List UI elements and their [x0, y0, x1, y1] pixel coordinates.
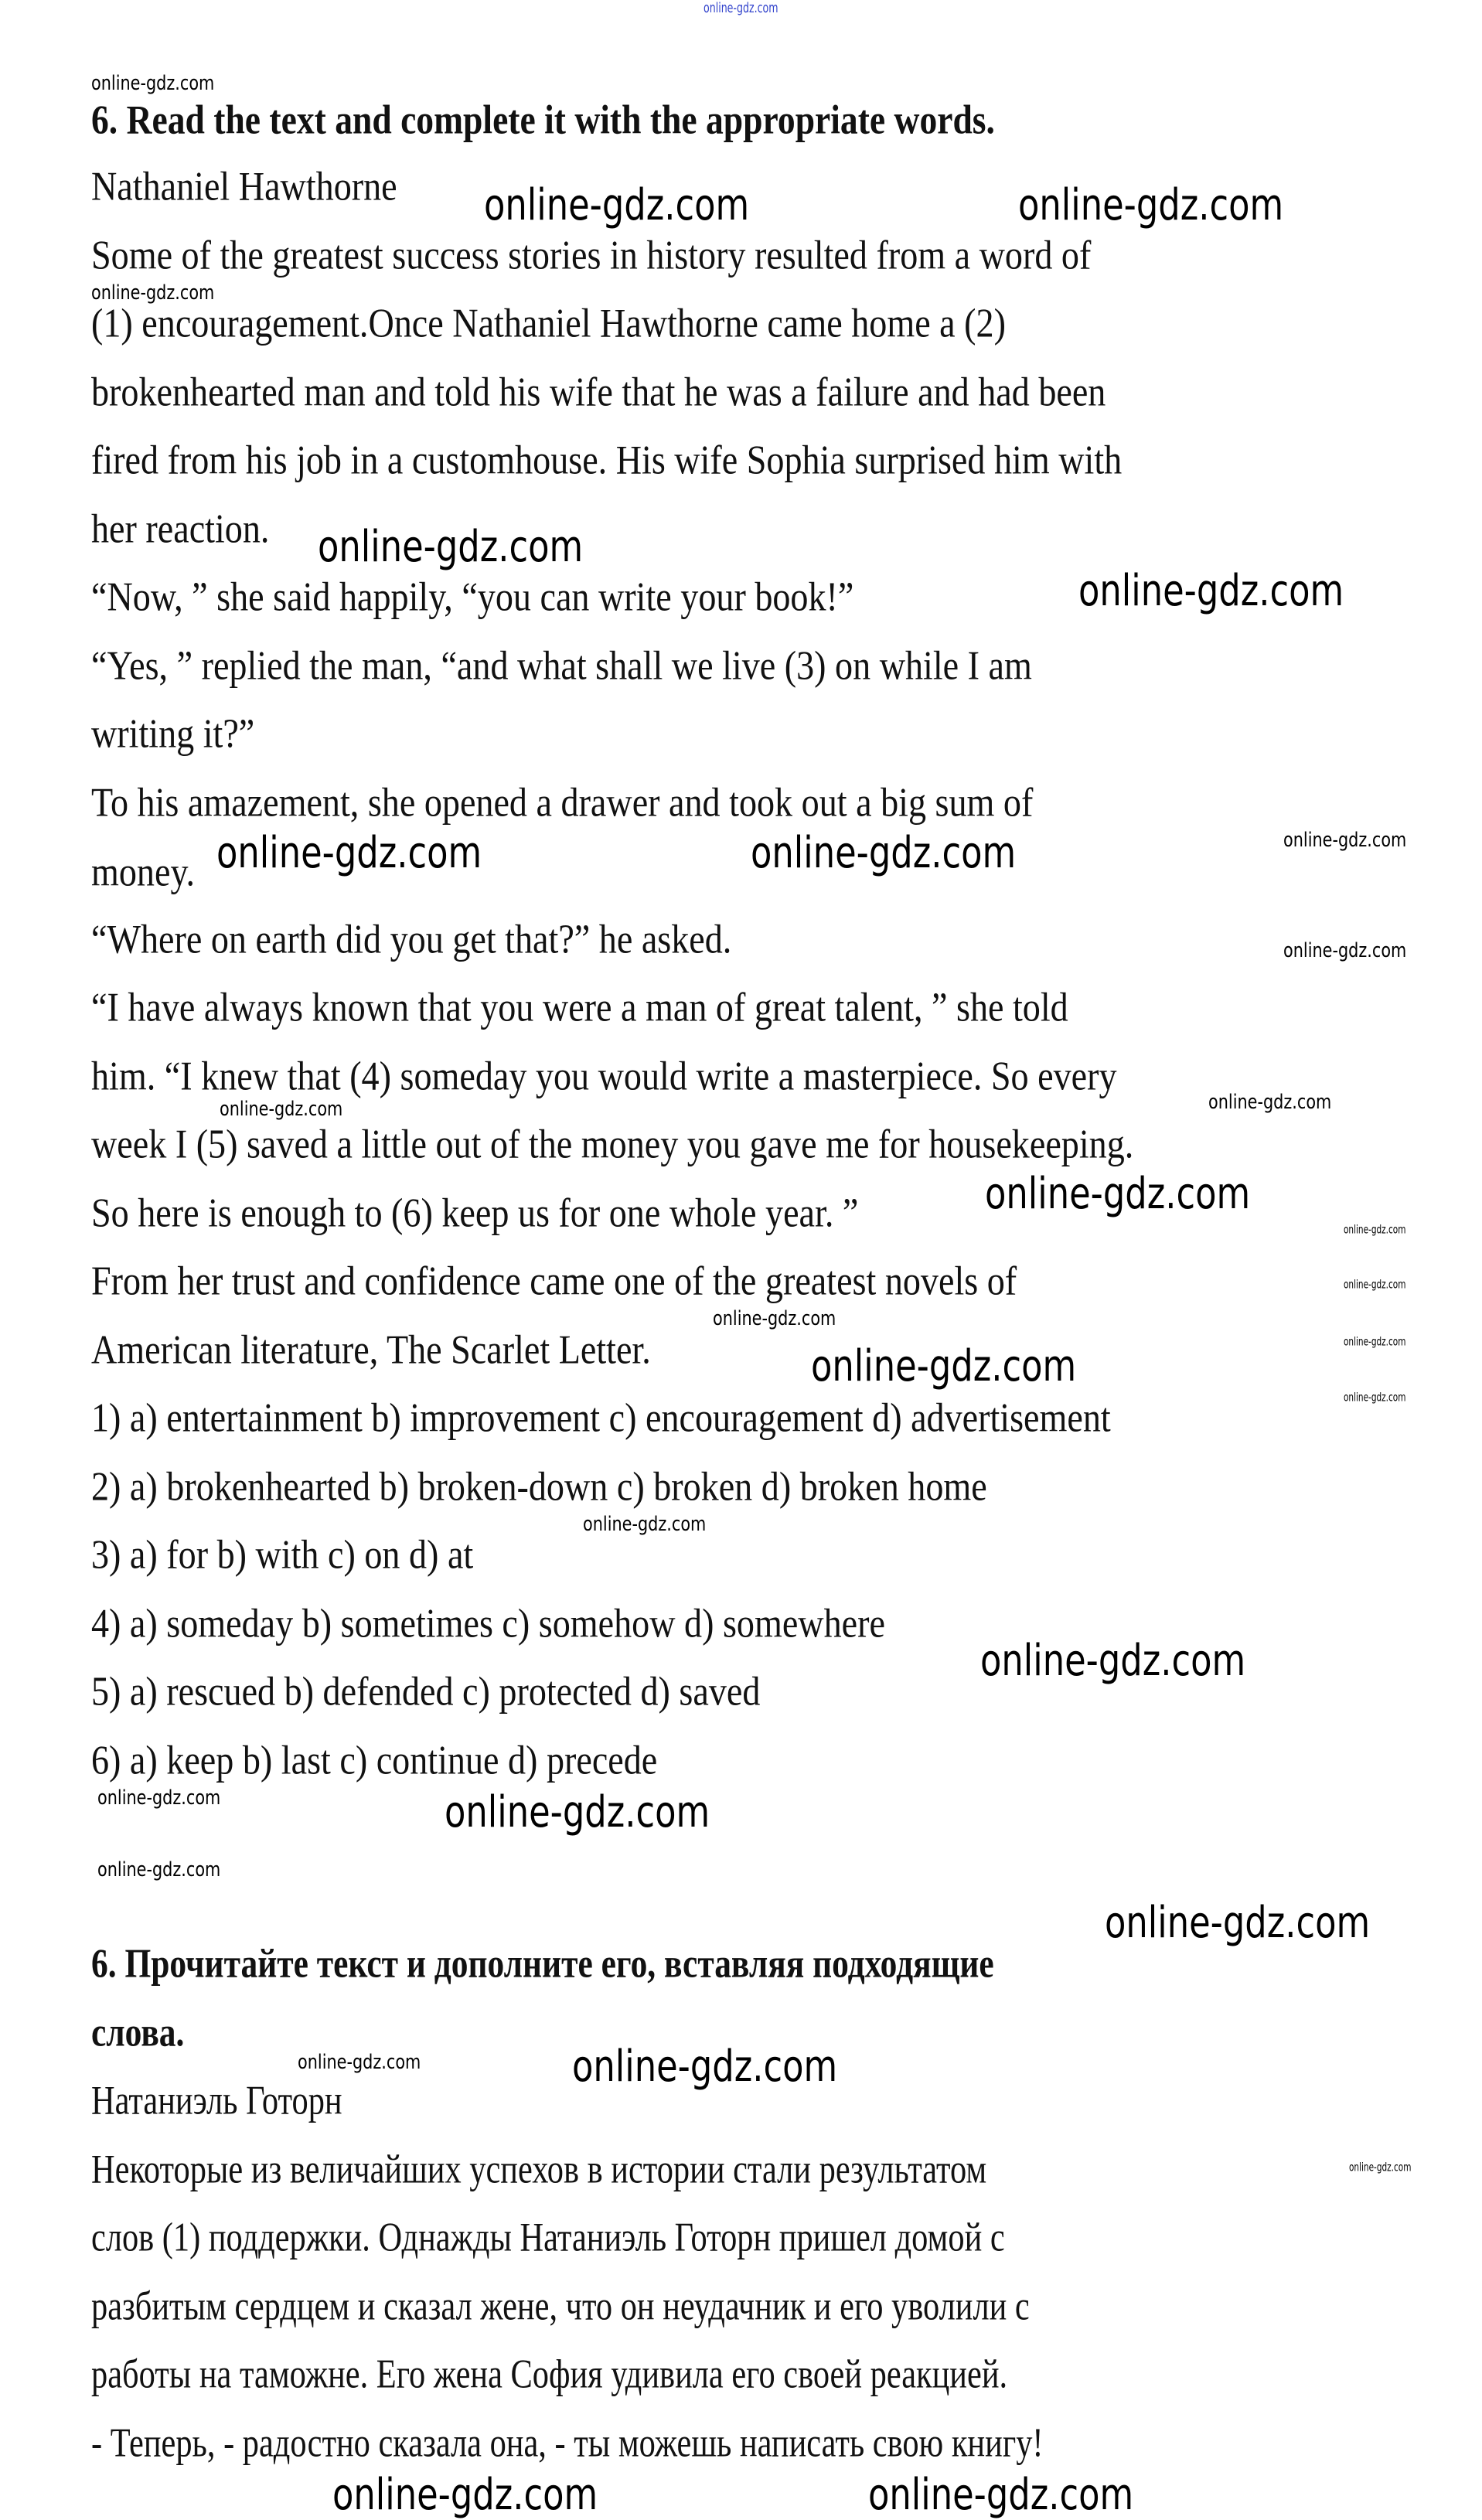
watermark: online-gdz.com	[1283, 829, 1407, 852]
watermark: online-gdz.com	[1208, 1091, 1332, 1114]
watermark: online-gdz.com	[751, 828, 1017, 878]
watermark: online-gdz.com	[704, 0, 778, 16]
text-line: To his amazement, she opened a drawer and took out a big sum of	[91, 780, 1034, 826]
watermark: online-gdz.com	[220, 1098, 343, 1121]
answer-options: 5) a) rescued b) defended c) protected d) saved	[91, 1669, 761, 1715]
text-line: (1) encouragement.Once Nathaniel Hawthorne came home a (2)	[91, 301, 1006, 346]
text-line: From her trust and confidence came one of the greatest novels of	[91, 1258, 1017, 1304]
watermark: online-gdz.com	[868, 2470, 1134, 2520]
watermark: online-gdz.com	[1105, 1898, 1371, 1948]
answer-options: 2) a) brokenhearted b) broken-down c) broken d) broken home	[91, 1464, 987, 1510]
text-line: Nathaniel Hawthorne	[91, 164, 397, 209]
text-line: week I (5) saved a little out of the money you gave me for housekeeping.	[91, 1122, 1134, 1167]
text-line: fired from his job in a customhouse. His wife Sophia surprised him with	[91, 438, 1123, 483]
text-line: “I have always known that you were a man of great talent, ” she told	[91, 985, 1068, 1030]
answer-options: 4) a) someday b) sometimes c) somehow d) somewhere	[91, 1601, 885, 1647]
watermark: online-gdz.com	[811, 1341, 1077, 1391]
watermark: online-gdz.com	[91, 281, 215, 305]
text-line-ru: Натаниэль Готорн	[91, 2078, 342, 2123]
text-line-ru: работы на таможне. Его жена София удивила его своей реакцией.	[91, 2351, 1008, 2397]
watermark: online-gdz.com	[97, 1786, 221, 1810]
text-line: brokenhearted man and told his wife that he was a failure and had been	[91, 369, 1106, 415]
watermark: online-gdz.com	[1283, 939, 1407, 962]
text-line: him. “I knew that (4) someday you would write a masterpiece. So every	[91, 1054, 1117, 1099]
watermark: online-gdz.com	[332, 2470, 598, 2520]
watermark: online-gdz.com	[1344, 1222, 1406, 1237]
watermark: online-gdz.com	[484, 180, 750, 230]
text-line-ru: - Теперь, - радостно сказала она, - ты можешь написать свою книгу!	[91, 2420, 1044, 2466]
text-line: “Now, ” she said happily, “you can write your book!”	[91, 574, 854, 620]
watermark: online-gdz.com	[1344, 1390, 1406, 1405]
text-line-ru: слов (1) поддержки. Однажды Натаниэль Готорн пришел домой с	[91, 2215, 1005, 2260]
watermark: online-gdz.com	[1018, 180, 1284, 230]
text-line: money.	[91, 850, 196, 895]
watermark: online-gdz.com	[1078, 566, 1344, 616]
watermark: online-gdz.com	[445, 1787, 710, 1837]
watermark: online-gdz.com	[572, 2042, 838, 2092]
text-line: Some of the greatest success stories in history resulted from a word of	[91, 233, 1092, 278]
watermark: online-gdz.com	[1344, 1334, 1406, 1349]
watermark: online-gdz.com	[91, 72, 215, 95]
text-line: “Where on earth did you get that?” he asked.	[91, 917, 732, 962]
watermark: online-gdz.com	[713, 1307, 836, 1330]
text-line: So here is enough to (6) keep us for one whole year. ”	[91, 1190, 859, 1236]
text-line: “Yes, ” replied the man, “and what shall we live (3) on while I am	[91, 643, 1032, 689]
exercise-title: 6. Read the text and complete it with the appropriate words.	[91, 97, 995, 143]
watermark: online-gdz.com	[1344, 1277, 1406, 1292]
watermark: online-gdz.com	[298, 2051, 421, 2074]
watermark: online-gdz.com	[583, 1513, 707, 1536]
answer-options: 1) a) entertainment b) improvement c) encouragement d) advertisement	[91, 1395, 1111, 1441]
text-line: writing it?”	[91, 711, 255, 757]
exercise-title-ru: 6. Прочитайте текст и дополните его, вставляя подходящие	[91, 1941, 994, 1987]
answer-options: 3) a) for b) with c) on d) at	[91, 1532, 474, 1578]
watermark: online-gdz.com	[216, 828, 482, 878]
answer-options: 6) a) keep b) last c) continue d) precede	[91, 1738, 658, 1783]
text-line-ru: разбитым сердцем и сказал жене, что он неудачник и его уволили с	[91, 2283, 1030, 2329]
watermark: online-gdz.com	[985, 1169, 1251, 1219]
exercise-title-ru-cont: слова.	[91, 2010, 185, 2055]
watermark: online-gdz.com	[318, 522, 584, 572]
watermark: online-gdz.com	[97, 1858, 221, 1881]
text-line: her reaction.	[91, 506, 270, 552]
text-line-ru: Некоторые из величайших успехов в истории стали результатом	[91, 2147, 987, 2192]
watermark: online-gdz.com	[1349, 2160, 1412, 2174]
text-line: American literature, The Scarlet Letter.	[91, 1327, 651, 1373]
watermark: online-gdz.com	[980, 1636, 1246, 1686]
